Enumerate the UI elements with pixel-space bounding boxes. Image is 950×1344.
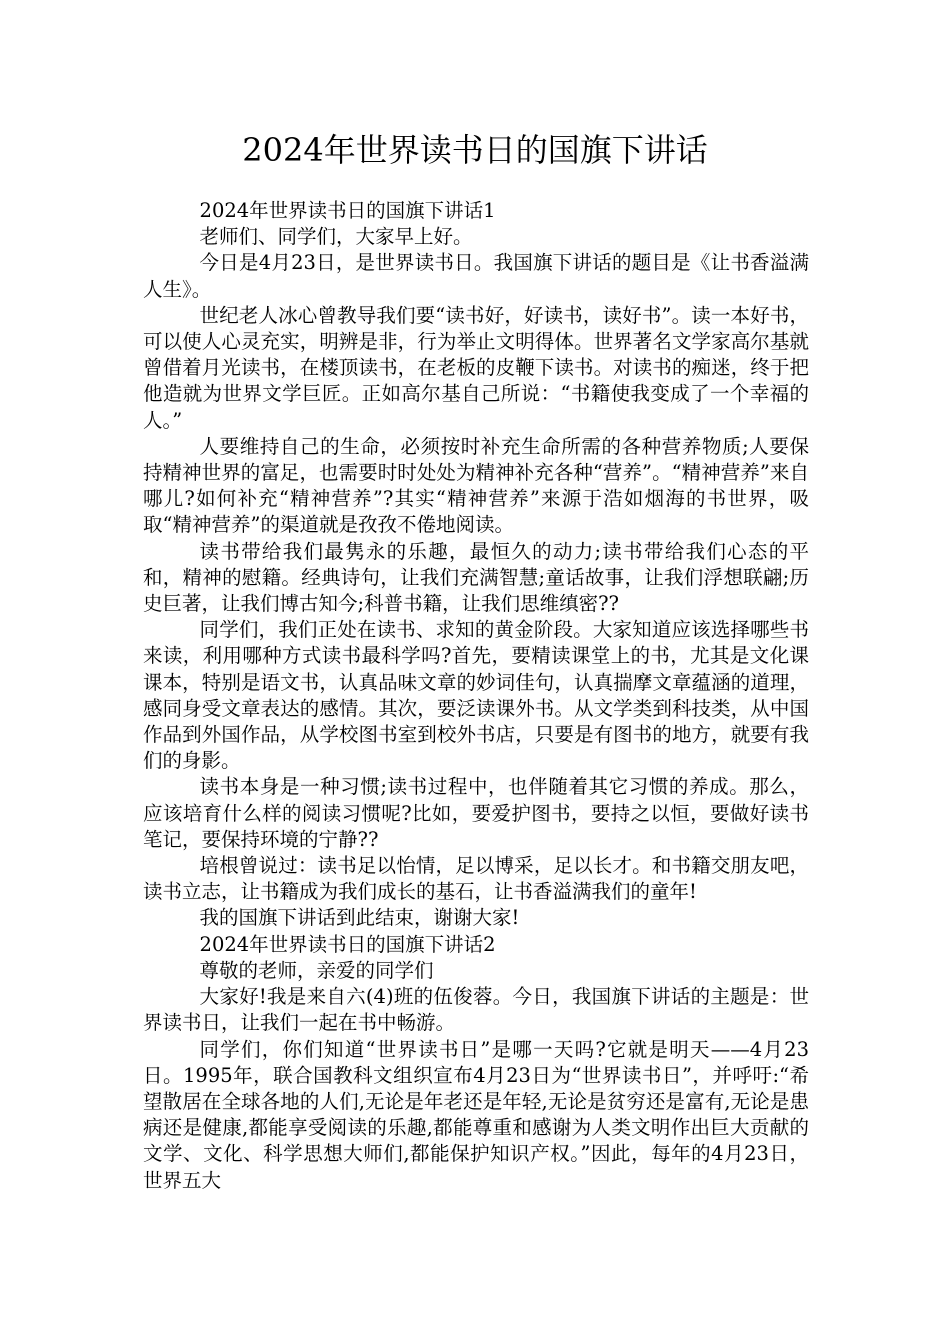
paragraph-spiritual-nutrition: 人要维持自己的生命，必须按时补充生命所需的各种营养物质;人要保持精神世界的富足，也需要时时处处为精神补充各种“营养”。“精神营养”来自哪儿?如何补充“精神营养”?其实“精神营养”来源于浩如烟海的书世界，吸取“精神营养”的渠道就是孜孜不倦地阅读。 [143, 434, 809, 537]
document-body [143, 198, 809, 1194]
paragraph-closing: 我的国旗下讲话到此结束，谢谢大家! [199, 906, 520, 930]
paragraph-greeting: 老师们、同学们，大家早上好。 [199, 225, 473, 249]
paragraph-reading-habits: 读书本身是一种习惯;读书过程中，也伴随着其它习惯的养成。那么，应该培育什么样的阅读习惯呢?比如，要爱护图书，要持之以恒，要做好读书笔记，要保持环境的宁静?? [143, 775, 809, 851]
paragraph-salutation: 尊敬的老师，亲爱的同学们 [199, 958, 434, 982]
paragraph-bingxin: 世纪老人冰心曾教导我们要“读书好，好读书，读好书”。读一本好书，可以使人心灵充实，明辨是非，行为举止文明得体。世界著名文学家高尔基就曾借着月光读书，在楼顶读书，在老板的皮鞭下读书。对读书的痴迷，终于把他造就为世界文学巨匠。正如高尔基自己所说：“书籍使我变成了一个幸福的人。” [143, 303, 809, 432]
paragraph-topic: 今日是4月23日，是世界读书日。我国旗下讲话的题目是《让书香溢满人生》。 [143, 251, 809, 301]
paragraph-introduction: 大家好!我是来自六(4)班的伍俊蓉。今日，我国旗下讲话的主题是：世界读书日，让我们一起在书中畅游。 [143, 985, 809, 1035]
paragraph-golden-stage: 同学们，我们正处在读书、求知的黄金阶段。大家知道应该选择哪些书来读，利用哪种方式读书最科学吗?首先，要精读课堂上的书，尤其是文化课课本，特别是语文书，认真品味文章的妙词佳句，认真揣摩文章蕴涵的道理，感同身受文章表达的感情。其次，要泛读课外书。从文学类到科技类，从中国作品到外国作品，从学校图书室到校外书店，只要是有图书的地方，就要有我们的身影。 [143, 618, 809, 773]
paragraph-bacon-quote: 培根曾说过：读书足以怡情，足以博采，足以长才。和书籍交朋友吧，读书立志，让书籍成为我们成长的基石，让书香溢满我们的童年! [143, 854, 809, 904]
paragraph-speech1-heading: 2024年世界读书日的国旗下讲话1 [199, 199, 496, 222]
paragraph-speech2-heading: 2024年世界读书日的国旗下讲话2 [199, 932, 496, 956]
document-title: 2024年世界读书日的国旗下讲话 [242, 131, 708, 169]
paragraph-world-book-day: 同学们，你们知道“世界读书日”是哪一天吗?它就是明天——4月23日。1995年，联合国教科文组织宣布4月23日为“世界读书日”，并呼吁:“希望散居在全球各地的人们,无论是年老还是年轻,无论是贫穷还是富有,无论是患病还是健康,都能享受阅读的乐趣,都能尊重和感谢为人类文明作出巨大贡献的文学、文化、科学思想大师们,都能保护知识产权。”因此，每年的4月23日，世界五大 [143, 1037, 809, 1192]
paragraph-joy-of-reading: 读书带给我们最隽永的乐趣，最恒久的动力;读书带给我们心态的平和，精神的慰籍。经典诗句，让我们充满智慧;童话故事，让我们浮想联翩;历史巨著，让我们博古知今;科普书籍，让我们思维缜密?? [143, 539, 809, 616]
